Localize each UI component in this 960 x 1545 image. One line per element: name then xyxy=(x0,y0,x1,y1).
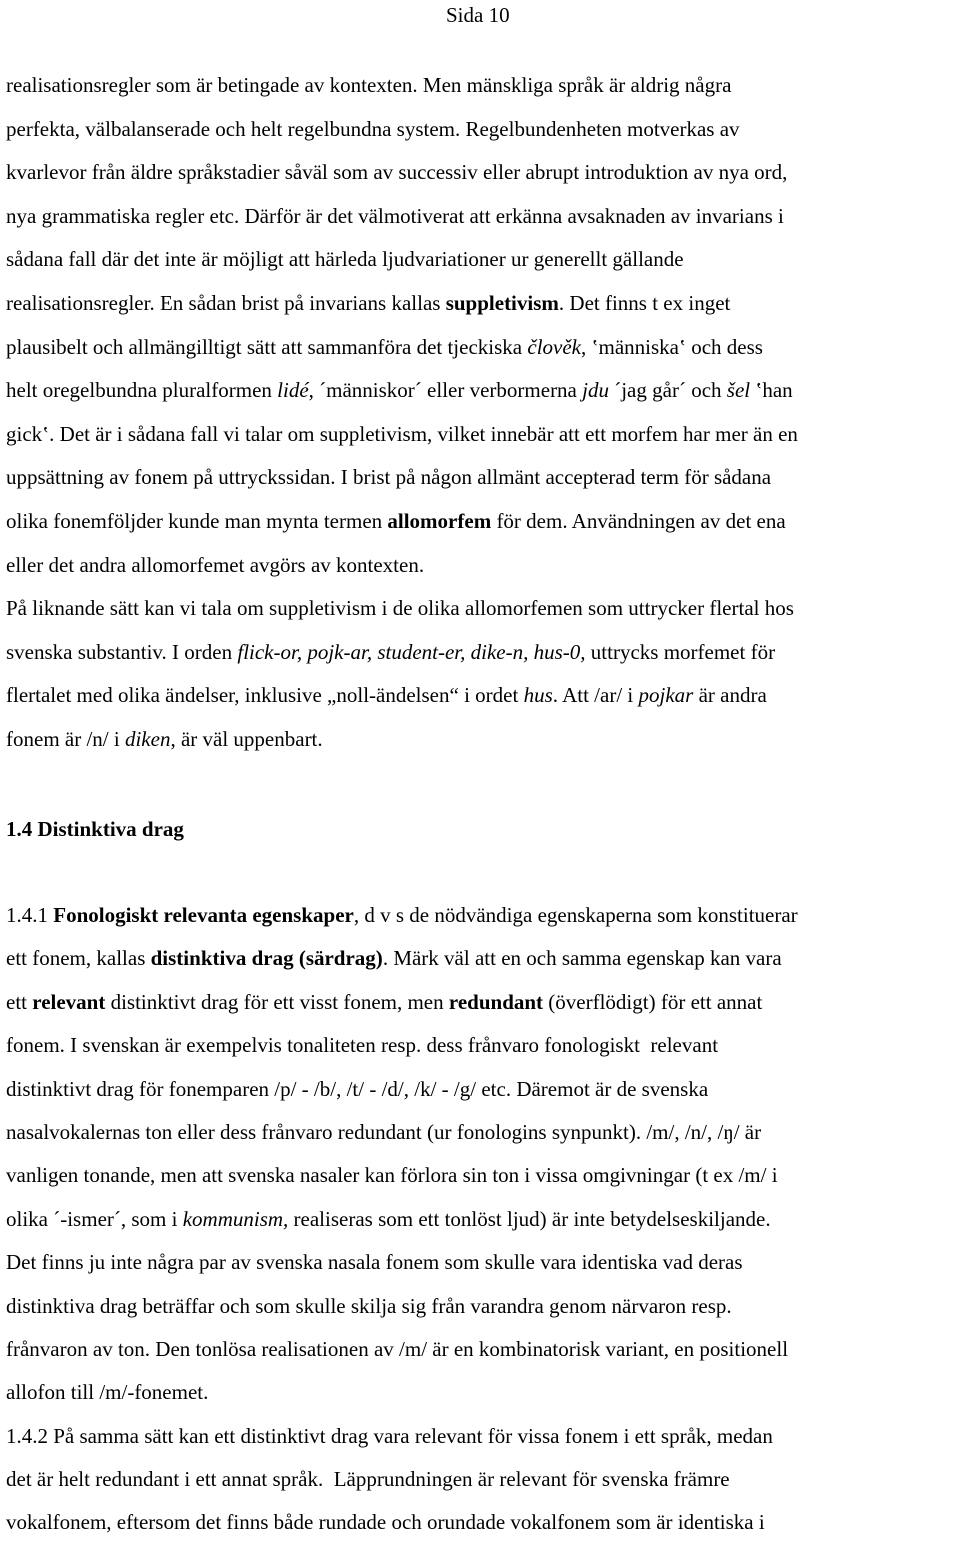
italic-term: flick-or, pojk-ar, student-er, dike-n, hus-0, xyxy=(237,639,586,664)
text-line xyxy=(6,674,958,718)
text-run: , d v s de nödvändiga egenskaperna som konstituerar xyxy=(353,903,798,927)
text-run: är andra xyxy=(693,683,767,708)
text-run: det är helt redundant i ett annat språk. Läpprundningen är relevant för svenska främre xyxy=(6,1467,730,1492)
text-line xyxy=(6,326,958,370)
italic-term: lidé xyxy=(277,378,309,403)
text-line xyxy=(6,718,958,762)
italic-term: šel xyxy=(726,378,751,403)
text-line xyxy=(6,587,958,631)
text-run: realisationsregler. En sådan brist på invarians kallas xyxy=(6,290,446,315)
text-run: Det finns ju inte några par av svenska nasala fonem som skulle vara identiska vad deras xyxy=(6,1250,743,1275)
text-run: fonem. I svenskan är exempelvis tonaliteten resp. dess frånvaro fonologiskt relevant xyxy=(6,1033,719,1058)
text-run: ett xyxy=(6,989,33,1014)
text-line xyxy=(6,1068,958,1111)
text-run: flertalet med olika ändelser, inklusive „noll-ändelsen“ i ordet xyxy=(6,683,524,708)
text-line xyxy=(6,1458,958,1501)
text-line xyxy=(6,1415,958,1458)
text-run: nasalvokalernas ton eller dess frånvaro redundant (ur fonologins synpunkt). /m/, /n/, /ŋ/ är xyxy=(6,1119,762,1144)
bold-term: distinktiva drag (särdrag) xyxy=(150,946,383,971)
text-run: . Det finns t ex inget xyxy=(558,290,731,315)
text-run: fonem är /n/ i xyxy=(6,726,125,751)
text-line xyxy=(6,981,958,1024)
text-run: eller det andra allomorfemet avgörs av kontexten. xyxy=(6,552,425,577)
text-line xyxy=(6,1371,958,1414)
text-line xyxy=(6,1328,958,1371)
text-line xyxy=(6,456,958,500)
text-line xyxy=(6,631,958,675)
italic-term: diken xyxy=(124,726,171,751)
text-run: (överflödigt) för ett annat xyxy=(543,989,763,1014)
text-run: svenska substantiv. I orden xyxy=(6,639,238,664)
text-run: vokalfonem, eftersom det finns både rundade och orundade vokalfonem som är identiska i xyxy=(6,1510,765,1535)
text-run: plausibelt och allmängilltigt sätt att sammanföra det tjeckiska xyxy=(6,334,528,359)
text-run: distinktivt drag för fonemparen /p/ - /b/, /t/ - /d/, /k/ - /g/ etc. Däremot är de svenska xyxy=(6,1076,709,1101)
text-line xyxy=(6,151,958,195)
text-line xyxy=(6,1154,958,1197)
italic-term: pojkar xyxy=(638,683,694,708)
text-run: , ‛människa‛ och dess xyxy=(581,334,763,359)
text-run: helt oregelbundna pluralformen xyxy=(6,378,278,403)
text-line xyxy=(6,1285,958,1328)
text-run: distinktiva drag beträffar och som skulle skilja sig från varandra genom närvaron resp. xyxy=(6,1293,732,1318)
italic-term: kommunism, xyxy=(182,1206,289,1231)
text-line xyxy=(6,544,958,588)
paragraph-suppletivism xyxy=(6,64,958,762)
text-run: vanligen tonande, men att svenska nasaler kan förlora sin ton i vissa omgivningar (t ex /m/ i xyxy=(6,1163,778,1188)
text-line xyxy=(6,369,958,413)
text-line xyxy=(6,1024,958,1067)
text-line xyxy=(6,1241,958,1284)
text-line xyxy=(6,238,958,282)
text-line xyxy=(6,1198,958,1241)
text-run: allofon till /m/-fonemet. xyxy=(6,1380,209,1405)
italic-term: hus xyxy=(523,683,553,708)
text-line xyxy=(6,1501,958,1544)
text-line xyxy=(6,500,958,544)
text-run: frånvaron av ton. Den tonlösa realisationen av /m/ är en kombinatorisk variant, en positionell xyxy=(6,1336,789,1361)
text-run: , är väl uppenbart. xyxy=(170,726,323,751)
text-line xyxy=(6,413,958,457)
bold-term: redundant xyxy=(448,989,544,1014)
text-run: för dem. Användningen av det ena xyxy=(491,508,786,533)
text-line xyxy=(6,64,958,108)
bold-term: Fonologiskt relevanta egenskaper xyxy=(53,903,354,927)
text-run: distinktivt drag för ett visst fonem, men xyxy=(105,989,449,1014)
text-line xyxy=(6,282,958,326)
text-run: ´jag går´ och xyxy=(608,378,727,403)
text-run: perfekta, välbalanserade och helt regelbundna system. Regelbundenheten motverkas av xyxy=(6,116,740,141)
text-run: olika ´-ismer´, som i xyxy=(6,1206,183,1231)
text-run: ‛han xyxy=(750,378,793,403)
text-run: . Märk väl att en och samma egenskap kan vara xyxy=(382,946,782,971)
text-line xyxy=(6,937,958,980)
text-run: gick‛. Det är i sådana fall vi talar om suppletivism, vilket innebär att ett morfem har mer än en xyxy=(6,421,798,446)
text-run: På liknande sätt kan vi tala om suppletivism i de olika allomorfemen som uttrycker flertal hos xyxy=(6,596,794,621)
text-run: olika fonemföljder kunde man mynta termen xyxy=(6,508,388,533)
text-run: realisationsregler som är betingade av kontexten. Men mänskliga språk är aldrig några xyxy=(6,73,732,97)
text-line xyxy=(6,1111,958,1154)
page-number: Sida 10 xyxy=(446,3,510,27)
italic-term: jdu xyxy=(582,378,609,403)
text-run: 1.4.2 På samma sätt kan ett distinktivt drag vara relevant för vissa fonem i ett språk, medan xyxy=(6,1423,773,1448)
text-run: uppsättning av fonem på uttryckssidan. I brist på någon allmänt accepterad term för sådana xyxy=(6,465,772,490)
text-line xyxy=(6,894,958,937)
text-run: sådana fall där det inte är möjligt att härleda ljudvariationer ur generellt gällande xyxy=(6,247,684,272)
section-heading: 1.4 Distinktiva drag xyxy=(6,817,184,841)
text-run: ett fonem, kallas xyxy=(6,946,151,971)
bold-term: relevant xyxy=(32,989,106,1014)
text-run: , ´människor´ eller verbormerna xyxy=(308,378,583,403)
text-run: uttrycks morfemet för xyxy=(585,639,776,664)
text-run: kvarlevor från äldre språkstadier såväl som av successiv eller abrupt introduktion av nya ord, xyxy=(6,160,788,185)
text-run: . Att /ar/ i xyxy=(552,683,639,708)
text-run: 1.4.1 xyxy=(6,903,54,927)
italic-term: člověk xyxy=(527,334,581,359)
text-run: realiseras som ett tonlöst ljud) är inte betydelseskiljande. xyxy=(288,1206,771,1231)
paragraph-distinctive-features xyxy=(6,894,958,1545)
page-header xyxy=(0,2,960,32)
text-line xyxy=(6,195,958,239)
text-line xyxy=(6,108,958,152)
bold-term: allomorfem xyxy=(387,508,492,533)
bold-term: suppletivism xyxy=(445,290,559,315)
text-run: nya grammatiska regler etc. Därför är det välmotiverat att erkänna avsaknaden av invarians i xyxy=(6,203,784,228)
